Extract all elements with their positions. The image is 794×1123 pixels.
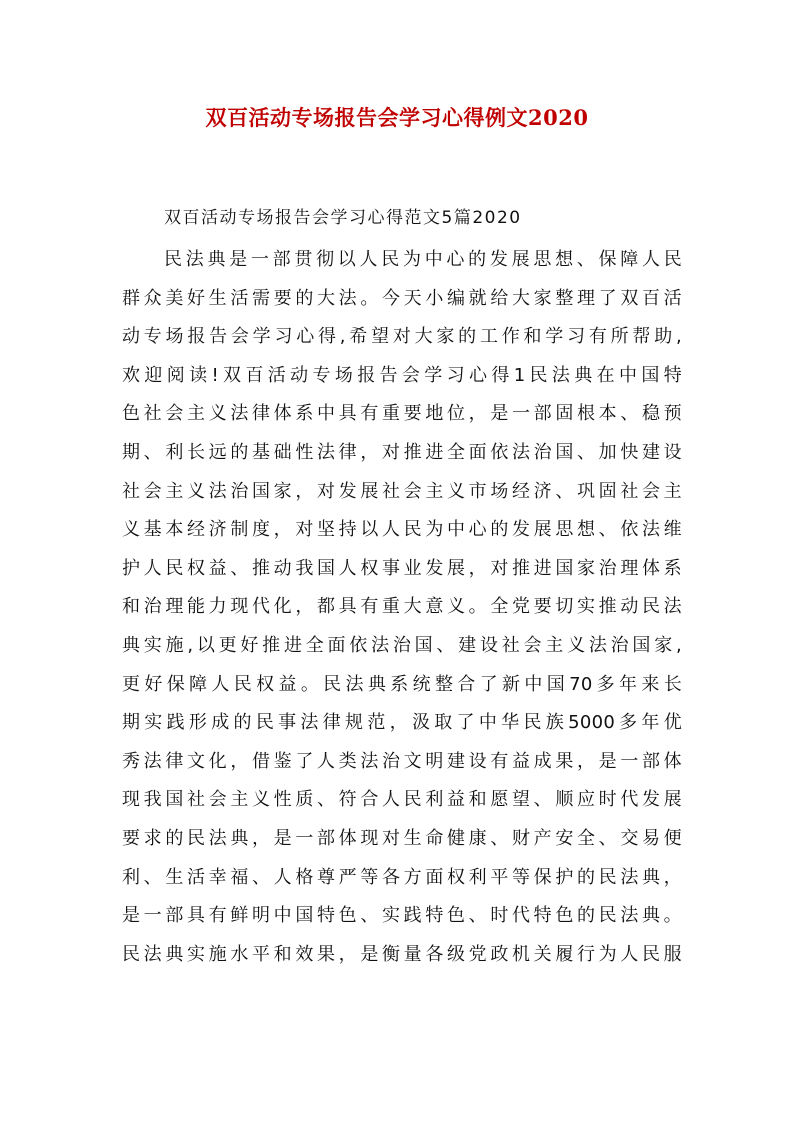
body-line: 义基本经济制度，对坚持以人民为中心的发展思想、依法维	[122, 519, 682, 541]
body-line: 现我国社会主义性质、符合人民利益和愿望、顺应时代发展	[122, 789, 682, 811]
body-line: 社会主义法治国家，对发展社会主义市场经济、巩固社会主	[122, 480, 682, 502]
body-line: 更好保障人民权益。民法典系统整合了新中国70多年来长	[122, 673, 682, 695]
body-line: 群众美好生活需要的大法。今天小编就给大家整理了双百活	[122, 287, 682, 309]
body-line: 要求的民法典，是一部体现对生命健康、财产安全、交易便	[122, 827, 682, 849]
body-line: 动专场报告会学习心得,希望对大家的工作和学习有所帮助,	[122, 326, 682, 348]
document-subtitle: 双百活动专场报告会学习心得范文5篇2020	[164, 208, 522, 228]
body-line: 利、生活幸福、人格尊严等各方面权利平等保护的民法典，	[122, 866, 682, 888]
body-line: 典实施,以更好推进全面依法治国、建设社会主义法治国家,	[122, 634, 682, 656]
body-line: 是一部具有鲜明中国特色、实践特色、时代特色的民法典。	[122, 905, 682, 927]
body-line: 秀法律文化，借鉴了人类法治文明建设有益成果，是一部体	[122, 750, 682, 772]
body-line: 民法典是一部贯彻以人民为中心的发展思想、保障人民	[164, 249, 682, 270]
body-line: 和治理能力现代化，都具有重大意义。全党要切实推动民法	[122, 596, 682, 618]
body-line: 民法典实施水平和效果，是衡量各级党政机关履行为人民服	[122, 943, 682, 965]
body-line: 期、利长远的基础性法律，对推进全面依法治国、加快建设	[122, 441, 682, 463]
body-text	[122, 245, 682, 978]
body-line: 欢迎阅读!双百活动专场报告会学习心得1民法典在中国特	[122, 364, 682, 386]
document-title: 双百活动专场报告会学习心得例文2020	[205, 105, 589, 130]
body-line: 色社会主义法律体系中具有重要地位，是一部固根本、稳预	[122, 403, 682, 425]
body-line: 期实践形成的民事法律规范，汲取了中华民族5000多年优	[122, 712, 682, 734]
body-line: 护人民权益、推动我国人权事业发展，对推进国家治理体系	[122, 557, 682, 579]
